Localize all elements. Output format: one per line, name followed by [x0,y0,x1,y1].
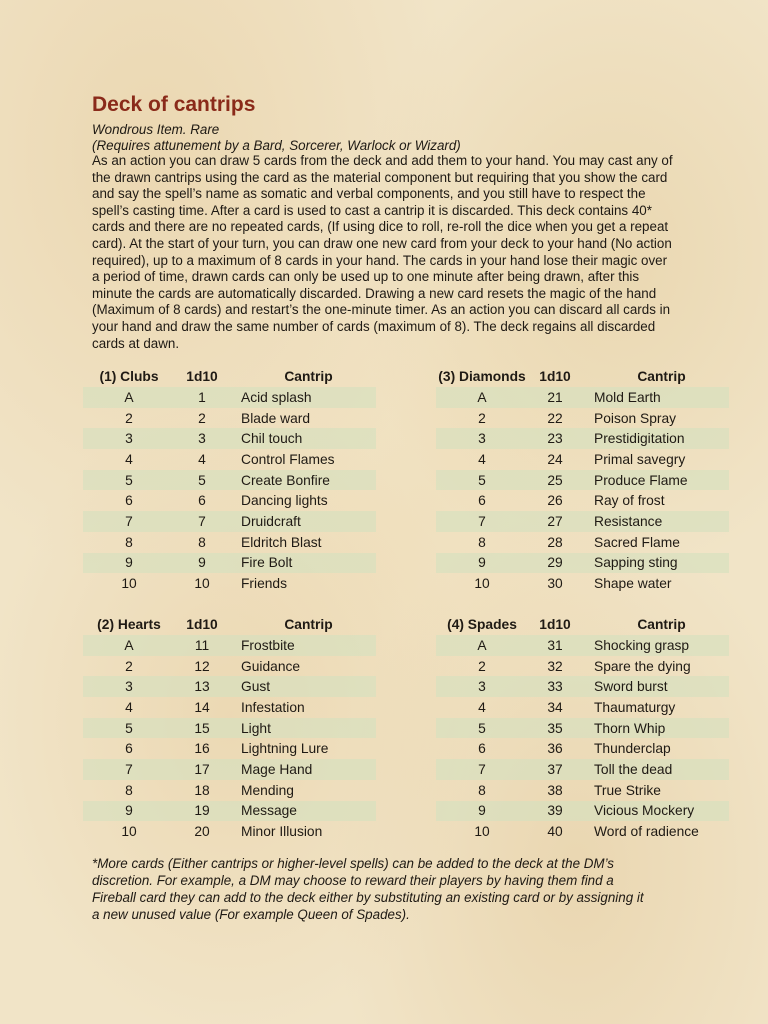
table-row [436,553,729,574]
table-row [83,718,376,739]
d10-roll: 15 [175,718,229,739]
cantrip-name: Chil touch [237,428,376,449]
d10-roll: 38 [547,782,563,798]
d10-roll: 2 [198,410,206,426]
cantrip-name: Resistance [590,511,729,532]
cantrip-header: Cantrip [637,369,686,384]
cantrip-name: Friends [241,576,288,592]
table-row [83,697,376,718]
table-row [83,511,376,532]
cantrip-name: Sacred Flame [594,534,680,550]
d10-roll: 34 [547,699,563,715]
d10-roll: 17 [175,759,229,780]
suit-header: (4) Spades [447,617,517,632]
card-value: 2 [478,658,486,674]
table-row [83,408,376,429]
table-row [436,780,729,801]
spades-table [436,614,729,842]
card-value: 2 [125,658,133,674]
d10-roll: 3 [175,428,229,449]
cantrip-name: Light [237,718,376,739]
table-row [436,821,729,842]
clubs-table [83,366,376,594]
card-value: 2 [125,410,133,426]
cantrip-name: Toll the dead [590,759,729,780]
cantrip-name: Sapping sting [590,553,729,574]
cantrip-name: Mold Earth [590,387,729,408]
table-row [436,470,729,491]
d10-roll: 18 [194,782,210,798]
d10-roll: 37 [528,759,582,780]
table-row [436,697,729,718]
card-value: 4 [125,451,133,467]
table-row [83,738,376,759]
cantrip-name: Message [237,801,376,822]
table-row [436,408,729,429]
table-row [83,780,376,801]
card-value: 9 [83,553,175,574]
card-value: 8 [478,534,486,550]
table-row [83,821,376,842]
table-row [436,759,729,780]
cantrip-name: Lightning Lure [241,741,329,757]
table-row [436,490,729,511]
d10-roll: 19 [175,801,229,822]
card-value: 5 [436,470,528,491]
cantrip-header: Cantrip [284,369,333,384]
table-row [436,573,729,594]
card-value: 2 [478,410,486,426]
suit-header: (3) Diamonds [438,369,526,384]
d10-roll: 4 [198,451,206,467]
table-row [83,470,376,491]
d10-roll: 8 [198,534,206,550]
table-row [83,759,376,780]
card-value: 9 [436,801,528,822]
d10-roll: 33 [528,676,582,697]
cantrip-name: Eldritch Blast [241,534,322,550]
card-value: 8 [125,534,133,550]
d10-roll: 9 [175,553,229,574]
d10-roll: 5 [175,470,229,491]
cantrip-name: Druidcraft [237,511,376,532]
d10-roll: 32 [547,658,563,674]
table-row [83,553,376,574]
d10-header: 1d10 [186,369,218,384]
card-value: A [83,387,175,408]
cantrip-name: Primal savegry [594,451,686,467]
table-row [436,428,729,449]
d10-roll: 1 [175,387,229,408]
suit-header: (2) Hearts [97,617,161,632]
d10-header: 1d10 [539,617,571,632]
d10-roll: 29 [528,553,582,574]
card-value: 9 [83,801,175,822]
cantrip-name: Mending [241,782,294,798]
d10-roll: 35 [528,718,582,739]
card-value: 10 [121,576,137,592]
table-row [83,449,376,470]
cantrip-name: Blade ward [241,410,311,426]
d10-roll: 25 [528,470,582,491]
table-row [83,676,376,697]
table-row [436,801,729,822]
d10-roll: 16 [194,741,210,757]
d10-roll: 7 [175,511,229,532]
card-value: 10 [474,576,490,592]
cantrip-name: Mage Hand [237,759,376,780]
cantrip-name: Spare the dying [594,658,691,674]
table-row [436,718,729,739]
d10-roll: 40 [547,824,563,840]
card-value: 6 [478,741,486,757]
cantrip-name: Thorn Whip [590,718,729,739]
table-row [83,801,376,822]
d10-roll: 20 [194,824,210,840]
card-value: 8 [478,782,486,798]
card-value: 7 [436,759,528,780]
cantrip-header: Cantrip [284,617,333,632]
card-value: 5 [83,470,175,491]
d10-roll: 26 [547,493,563,509]
table-row [83,387,376,408]
table-row [436,656,729,677]
cantrip-name: Word of radience [594,824,699,840]
cantrip-name: Control Flames [241,451,335,467]
cantrip-name: Dancing lights [241,493,328,509]
card-value: 4 [478,699,486,715]
item-rarity: Wondrous Item. Rare [92,122,220,137]
d10-roll: 24 [547,451,563,467]
d10-roll: 36 [547,741,563,757]
footnote: *More cards (Either cantrips or higher-level spells) can be added to the deck at the DM’s discretion. For example, a DM may choose to reward their players by having them find a Fireball card they can add to the deck either by substituting an existing card or by assigning it a new unused value (For example Queen of Spades). [92,856,644,922]
d10-roll: 31 [528,635,582,656]
cantrip-name: Create Bonfire [237,470,376,491]
d10-roll: 13 [175,676,229,697]
d10-header: 1d10 [186,617,218,632]
card-value: A [436,635,528,656]
cantrip-name: Thaumaturgy [594,699,676,715]
card-value: 3 [83,676,175,697]
card-value: 7 [83,759,175,780]
table-row [83,428,376,449]
cantrip-name: Vicious Mockery [590,801,729,822]
cantrip-name: Shape water [594,576,672,592]
cantrip-name: Shocking grasp [590,635,729,656]
d10-header: 1d10 [539,369,571,384]
table-row [436,738,729,759]
d10-roll: 12 [194,658,210,674]
d10-roll: 10 [194,576,210,592]
suit-header: (1) Clubs [99,369,159,384]
cantrip-header: Cantrip [637,617,686,632]
cantrip-name: True Strike [594,782,661,798]
table-row [83,656,376,677]
attunement-requirement: (Requires attunement by a Bard, Sorcerer, Warlock or Wizard) [92,138,461,153]
card-value: A [436,387,528,408]
cantrip-name: Infestation [241,699,305,715]
page-title: Deck of cantrips [92,93,256,116]
table-row [83,573,376,594]
table-row [436,635,729,656]
table-row [436,387,729,408]
table-row [436,676,729,697]
cantrip-name: Minor Illusion [241,824,323,840]
d10-roll: 39 [528,801,582,822]
card-value: 10 [474,824,490,840]
cantrip-name: Ray of frost [594,493,665,509]
card-value: A [83,635,175,656]
table-row [83,490,376,511]
d10-roll: 30 [547,576,563,592]
cantrip-name: Acid splash [237,387,376,408]
table-row [83,635,376,656]
card-value: 3 [83,428,175,449]
card-value: 5 [436,718,528,739]
card-value: 3 [436,428,528,449]
card-value: 4 [125,699,133,715]
card-value: 8 [125,782,133,798]
d10-roll: 28 [547,534,563,550]
card-value: 7 [83,511,175,532]
table-row [436,532,729,553]
d10-roll: 14 [194,699,210,715]
card-value: 10 [121,824,137,840]
card-value: 4 [478,451,486,467]
d10-roll: 11 [175,635,229,656]
card-value: 5 [83,718,175,739]
hearts-table [83,614,376,842]
cantrip-name: Prestidigitation [590,428,729,449]
cantrip-name: Guidance [241,658,301,674]
d10-roll: 21 [528,387,582,408]
cantrip-name: Thunderclap [594,741,671,757]
cantrip-name: Frostbite [237,635,376,656]
table-row [436,449,729,470]
card-value: 6 [478,493,486,509]
table-row [436,511,729,532]
cantrip-name: Fire Bolt [237,553,376,574]
cantrip-name: Gust [237,676,376,697]
card-value: 9 [436,553,528,574]
d10-roll: 27 [528,511,582,532]
d10-roll: 22 [547,410,563,426]
diamonds-table [436,366,729,594]
cantrip-name: Sword burst [590,676,729,697]
card-value: 6 [125,741,133,757]
table-row [83,532,376,553]
card-value: 3 [436,676,528,697]
item-description: As an action you can draw 5 cards from the deck and add them to your hand. You may cast any of the drawn cantrips using the card as the material component but requiring that you show the card and say the spell’s name as somatic and verbal components, and you still have to respect the spell’s casting time. After a card is used to cast a cantrip it is discarded. This deck contains 40* cards and there are no repeated cards, (If using dice to roll, re-roll the dice when you get a repeat card). At the start of your turn, you can draw one new card from your deck to your hand (No action required), up to a maximum of 8 cards in your hand. The cards in your hand lose their magic over a period of time, drawn cards can only be used up to one minute after being drawn, after this minute the cards are automatically discarded. Drawing a new card resets the magic of the hand (Maximum of 8 cards) and restart’s the one-minute timer. As an action you can discard all cards in your hand and draw the same number of cards (maximum of 8). The deck regains all discarded cards at dawn. [92,153,673,351]
cantrip-name: Produce Flame [590,470,729,491]
cantrip-name: Poison Spray [594,410,677,426]
d10-roll: 6 [198,493,206,509]
card-value: 6 [125,493,133,509]
card-value: 7 [436,511,528,532]
d10-roll: 23 [528,428,582,449]
